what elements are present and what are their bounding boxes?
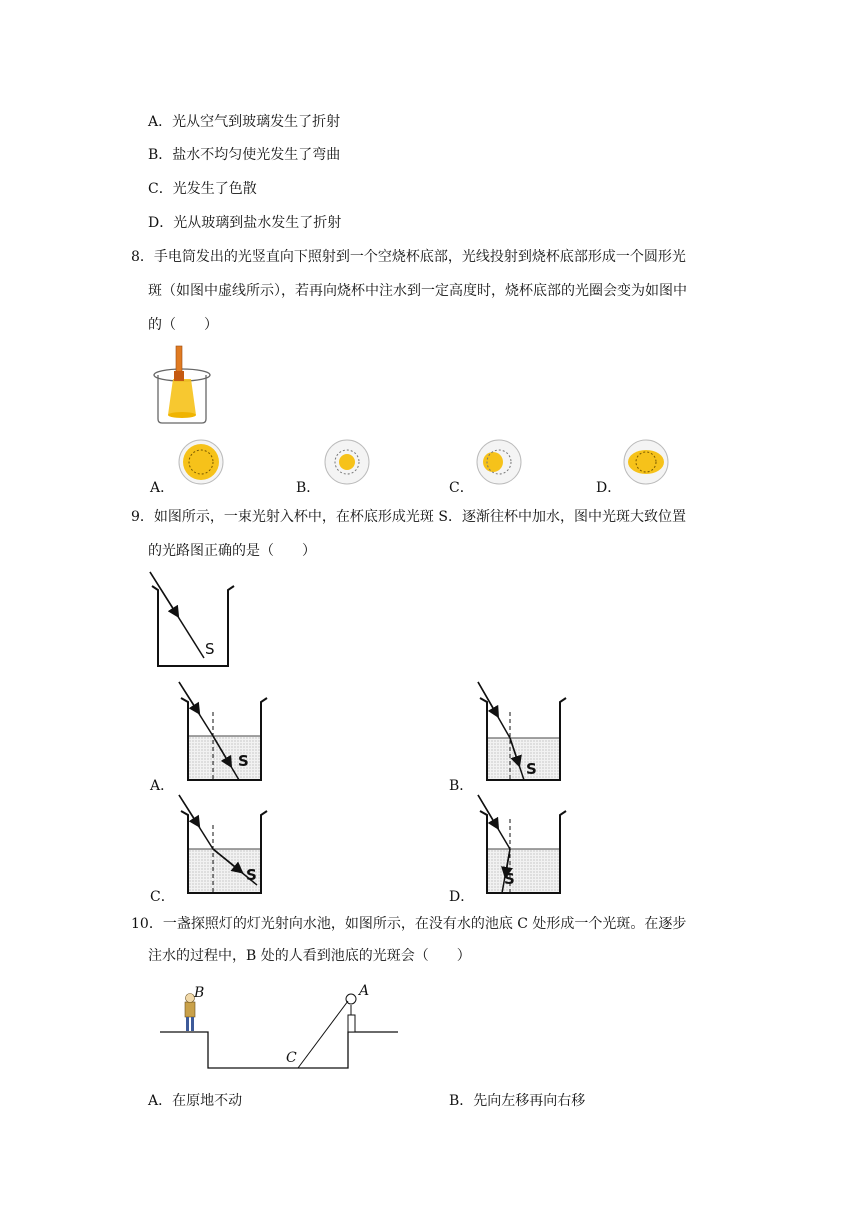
q9-option-a-label: A． — [150, 778, 175, 794]
q9-spot-label: S — [205, 640, 215, 658]
q9-option-c-figure — [177, 793, 272, 898]
q9-option-c-spot-label: S — [246, 866, 257, 884]
q8-beaker-figure — [148, 343, 218, 428]
q8-option-d-label: D． — [596, 480, 622, 496]
q9-option-a-spot-label: S — [238, 752, 249, 770]
q7-option-b: B．盐水不均匀使光发生了弯曲 — [148, 147, 341, 163]
q9-stem-line-1: 9．如图所示，一束光射入杯中，在杯底形成光斑 S．逐渐往杯中加水，图中光斑大致位置 — [131, 509, 686, 525]
q9-option-c-label: C． — [150, 889, 175, 905]
q7-option-a: A．光从空气到玻璃发生了折射 — [148, 114, 341, 130]
q9-option-b-label: B． — [449, 778, 474, 794]
q8-option-c-figure — [475, 438, 523, 486]
q9-option-b-figure — [476, 680, 571, 785]
q9-option-d-figure — [476, 793, 571, 898]
q8-stem-line-2: 斑（如图中虚线所示），若再向烧杯中注水到一定高度时，烧杯底部的光圈会变为如图中 — [148, 283, 687, 299]
q8-option-b-figure — [323, 438, 371, 486]
q9-option-d-label: D． — [449, 889, 475, 905]
q10-option-a: A．在原地不动 — [148, 1093, 243, 1109]
q10-label-c: C — [286, 1050, 297, 1066]
q7-option-d: D．光从玻璃到盐水发生了折射 — [148, 215, 342, 231]
q9-option-b-spot-label: S — [526, 760, 537, 778]
q8-stem-line-3: 的（ ） — [148, 317, 218, 333]
q8-option-d-figure — [622, 438, 670, 486]
q10-label-b: B — [194, 985, 205, 1001]
q9-main-figure — [148, 570, 243, 670]
q9-option-d-spot-label: S — [504, 870, 515, 888]
q7-option-c: C．光发生了色散 — [148, 181, 257, 197]
q8-stem-line-1: 8．手电筒发出的光竖直向下照射到一个空烧杯底部，光线投射到烧杯底部形成一个圆形光 — [131, 249, 686, 265]
q9-option-a-figure — [177, 680, 272, 785]
q10-label-a: A — [359, 983, 370, 999]
q8-option-a-figure — [177, 438, 225, 486]
q9-stem-line-2: 的光路图正确的是（ ） — [148, 543, 316, 559]
q10-stem-line-2: 注水的过程中，B 处的人看到池底的光斑会（ ） — [148, 948, 471, 964]
q10-stem-line-1: 10．一盏探照灯的灯光射向水池，如图所示，在没有水的池底 C 处形成一个光斑。在逐步 — [131, 916, 687, 932]
q8-option-a-label: A． — [150, 480, 175, 496]
q10-option-b: B．先向左移再向右移 — [449, 1093, 586, 1109]
q8-option-b-label: B． — [296, 480, 321, 496]
q8-option-c-label: C． — [449, 480, 474, 496]
